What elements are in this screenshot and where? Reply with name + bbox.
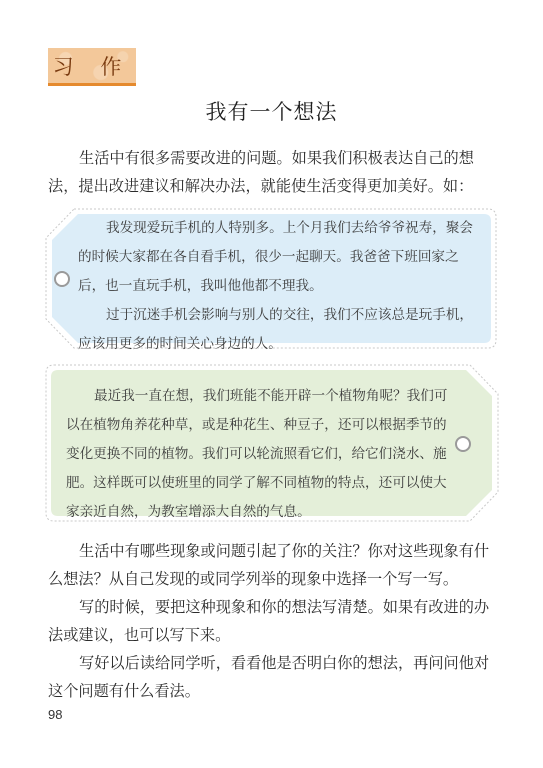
- example-card-2-para-1: 最近我一直在想，我们班能不能开辟一个植物角呢？我们可以在植物角养花种草，或是种花生、种豆子，还可以根据季节的变化更换不同的植物。我们可以轮流照看它们，给它们浇水、施肥。这样既可以使班里的同学了解不同植物的特点，还可以使大家亲近自然，为教室增添大自然的气息。: [66, 388, 448, 520]
- example-card-1: [44, 207, 498, 350]
- page-title: 我有一个想法: [205, 100, 338, 124]
- section-label: [48, 48, 136, 86]
- tag-hole-icon: [55, 272, 69, 286]
- page-number: 98: [48, 707, 63, 722]
- body-paragraph-2: 写的时候，要把这种现象和你的想法写清楚。如果有改进的办法或建议，也可以写下来。: [48, 598, 490, 644]
- body-paragraph-1: 生活中有哪些现象或问题引起了你的关注？你对这些现象有什么想法？从自己发现的或同学列举的现象中选择一个写一写。: [48, 542, 490, 588]
- tag-hole-icon: [456, 437, 470, 451]
- example-card-2: [44, 363, 500, 523]
- example-card-1-para-1: 我发现爱玩手机的人特别多。上个月我们去给爷爷祝寿，聚会的时候大家都在各自看手机，很少一起聊天。我爸爸下班回家之后，也一直玩手机，我叫他他都不理我。: [78, 220, 474, 294]
- body-paragraph-3: 写好以后读给同学听，看看他是否明白你的想法，再问问他对这个问题有什么看法。: [48, 654, 490, 700]
- intro-paragraph: 生活中有很多需要改进的问题。如果我们积极表达自己的想法，提出改进建议和解决办法，就能使生活变得更加美好。如：: [48, 149, 474, 195]
- example-card-1-para-2: 过于沉迷手机会影响与别人的交往，我们不应该总是玩手机，应该用更多的时间关心身边的人。: [78, 307, 474, 352]
- section-label-text: 习 作: [52, 54, 132, 79]
